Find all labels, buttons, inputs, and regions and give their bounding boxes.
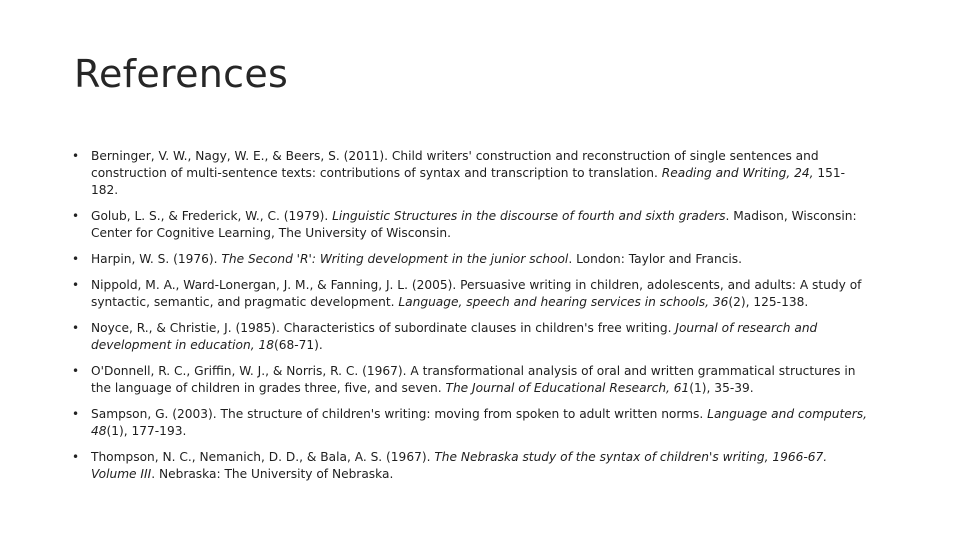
reference-item xyxy=(72,277,872,311)
reference-text: Berninger, V. W., Nagy, W. E., & Beers, S. (2011). Child writers' construction and reconstruction of single sentences and construction of multi-sentence texts: contributions of syntax and transcription to translation. xyxy=(91,149,819,180)
reference-item xyxy=(72,406,872,440)
reference-italic-text: Language and computers, 48 xyxy=(91,407,867,438)
reference-italic-text: Reading and Writing, 24, xyxy=(661,166,814,180)
reference-text: O'Donnell, R. C., Griffin, W. J., & Norris, R. C. (1967). A transformational analysis of oral and written grammatical structures in the language of children in grades three, five, and seven. xyxy=(91,364,856,395)
reference-item xyxy=(72,320,872,354)
reference-italic-text: The Second 'R': Writing development in the junior school xyxy=(221,252,569,266)
reference-text: (1), 35-39. xyxy=(689,381,754,395)
reference-text: Nippold, M. A., Ward-Lonergan, J. M., & Fanning, J. L. (2005). Persuasive writing in children, adolescents, and adults: A study of syntactic, semantic, and pragmatic development. xyxy=(91,278,862,309)
reference-item xyxy=(72,449,872,483)
page-title: References xyxy=(74,52,289,96)
reference-text: Harpin, W. S. (1976). xyxy=(91,252,222,266)
reference-italic-text: Language, speech and hearing services in schools, 36 xyxy=(398,295,729,309)
reference-italic-text: The Journal of Educational Research, 61 xyxy=(445,381,690,395)
reference-text: . Madison, Wisconsin: Center for Cognitive Learning, The University of Wisconsin. xyxy=(91,209,857,240)
reference-item xyxy=(72,363,872,397)
reference-text: (1), 177-193. xyxy=(106,424,187,438)
reference-list xyxy=(72,148,872,492)
reference-text: (2), 125-138. xyxy=(728,295,809,309)
reference-text: (68-71). xyxy=(274,338,323,352)
reference-text: 151-182. xyxy=(91,166,845,197)
reference-item xyxy=(72,208,872,242)
reference-text: Sampson, G. (2003). The structure of children's writing: moving from spoken to adult written norms. xyxy=(91,407,708,421)
reference-text: . London: Taylor and Francis. xyxy=(568,252,743,266)
reference-italic-text: Linguistic Structures in the discourse of fourth and sixth graders xyxy=(332,209,726,223)
reference-italic-text: Journal of research and development in education, 18 xyxy=(91,321,818,352)
reference-text: Noyce, R., & Christie, J. (1985). Characteristics of subordinate clauses in children's free writing. xyxy=(91,321,676,335)
reference-text: Golub, L. S., & Frederick, W., C. (1979). xyxy=(91,209,333,223)
reference-text: . Nebraska: The University of Nebraska. xyxy=(151,467,394,481)
reference-text: Thompson, N. C., Nemanich, D. D., & Bala, A. S. (1967). xyxy=(91,450,435,464)
reference-item xyxy=(72,251,872,268)
reference-item xyxy=(72,148,872,199)
reference-italic-text: The Nebraska study of the syntax of children's writing, 1966-67. Volume III xyxy=(91,450,828,481)
